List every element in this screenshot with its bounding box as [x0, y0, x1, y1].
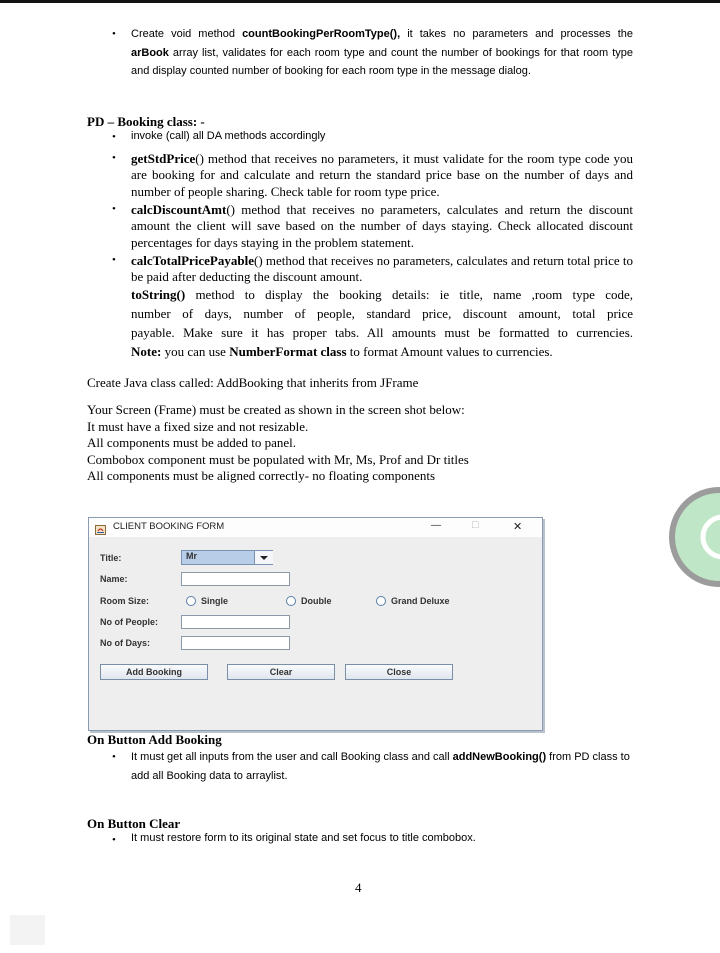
- days-input[interactable]: [181, 636, 290, 650]
- people-label: No of People:: [100, 617, 158, 627]
- screen-line: All components must be added to panel.: [87, 435, 297, 450]
- add-booking-heading: On Button Add Booking: [87, 732, 222, 747]
- bullet-dot: •: [112, 834, 116, 846]
- add-booking-text: It must get all inputs from the user and call Booking class and call addNewBooking() from PD class to add all Booking data to arraylist.: [131, 751, 630, 782]
- radio-single-label: Single: [201, 596, 229, 606]
- clear-text: It must restore form to its original state and set focus to title combobox.: [131, 832, 476, 844]
- days-label: No of Days:: [100, 638, 151, 648]
- paragraph-count-booking: Create void method countBookingPerRoomType(), it takes no parameters and processes the arBook array list, validates for each room type and count the number of bookings for that room type and display counted number of booking for each room type in the message dialog.: [131, 28, 633, 77]
- radio-grand-deluxe[interactable]: [376, 596, 386, 606]
- pd-heading: PD – Booking class: -: [87, 114, 205, 129]
- bullet-dot: •: [112, 203, 116, 215]
- whatsapp-icon: [675, 493, 720, 581]
- screen-line: Combobox component must be populated with Mr, Ms, Prof and Dr titles: [87, 451, 469, 467]
- method-name: countBookingPerRoomType(),: [242, 28, 401, 40]
- title-combobox-value: Mr: [186, 551, 197, 561]
- chevron-down-icon[interactable]: [254, 551, 273, 564]
- title-combobox[interactable]: [181, 550, 273, 565]
- screen-line: It must have a fixed size and not resizable.: [87, 418, 309, 434]
- close-button[interactable]: Close: [345, 664, 453, 680]
- radio-double[interactable]: [286, 596, 296, 606]
- name-label: Name:: [100, 574, 128, 584]
- name-input[interactable]: [181, 572, 290, 586]
- room-size-label: Room Size:: [100, 596, 150, 606]
- calc-discount-item: calcDiscountAmt() method that receives no parameters, calculates and return the discount amount the client will save based on the number of days staying. Check allocated discount percentages for days staying in the problem statement.: [131, 202, 633, 250]
- java-app-icon: [95, 522, 106, 532]
- create-class-text: Create Java class called: AddBooking that inherits from JFrame: [87, 375, 419, 390]
- bullet-dot: •: [112, 751, 116, 763]
- get-std-price-item: getStdPrice() method that receives no parameters, it must validate for the room type code you are booking for and calculate and return the standard price base on the number of days and number of people sharing. Check table for room type price.: [131, 151, 633, 199]
- people-input[interactable]: [181, 615, 290, 629]
- maximize-icon[interactable]: □: [472, 519, 479, 531]
- client-booking-form-window: [88, 517, 543, 731]
- page-number: 4: [355, 880, 362, 895]
- invoke-item: invoke (call) all DA methods accordingly: [131, 130, 326, 142]
- radio-single[interactable]: [186, 596, 196, 606]
- close-icon[interactable]: ✕: [513, 521, 523, 533]
- title-label: Title:: [100, 553, 122, 563]
- screen-line: All components must be aligned correctly- no floating components: [87, 468, 436, 483]
- radio-double-label: Double: [301, 596, 332, 606]
- clear-button[interactable]: Clear: [227, 664, 335, 680]
- note-line: Note: you can use NumberFormat class to format Amount values to currencies.: [131, 344, 553, 359]
- clear-heading: On Button Clear: [87, 816, 181, 831]
- whatsapp-button[interactable]: [669, 487, 720, 587]
- to-string-line-2: number of days, number of people, standard price, discount amount, total price: [131, 306, 633, 321]
- bullet-dot: •: [112, 131, 116, 143]
- corner-placeholder: [10, 915, 45, 945]
- list-name: arBook: [131, 46, 169, 59]
- window-title: CLIENT BOOKING FORM: [113, 521, 225, 532]
- radio-grand-deluxe-label: Grand Deluxe: [391, 596, 450, 606]
- add-booking-button[interactable]: Add Booking: [100, 664, 208, 680]
- screen-line: Your Screen (Frame) must be created as shown in the screen shot below:: [87, 402, 465, 417]
- bullet-dot: •: [112, 28, 116, 40]
- top-border: [0, 0, 720, 3]
- window-titlebar: [89, 518, 542, 537]
- bullet-dot: •: [112, 254, 116, 266]
- minimize-icon[interactable]: —: [431, 520, 441, 531]
- to-string-line-3: payable. Make sure it has proper tabs. All amounts must be formatted to currencies.: [131, 325, 633, 340]
- calc-total-item: calcTotalPricePayable() method that receives no parameters, calculates and return total price to be paid after deducting the discount amount.: [131, 253, 633, 285]
- to-string-line-1: toString() method to display the booking details: ie title, name ,room type code,: [131, 287, 633, 302]
- bullet-dot: •: [112, 152, 116, 164]
